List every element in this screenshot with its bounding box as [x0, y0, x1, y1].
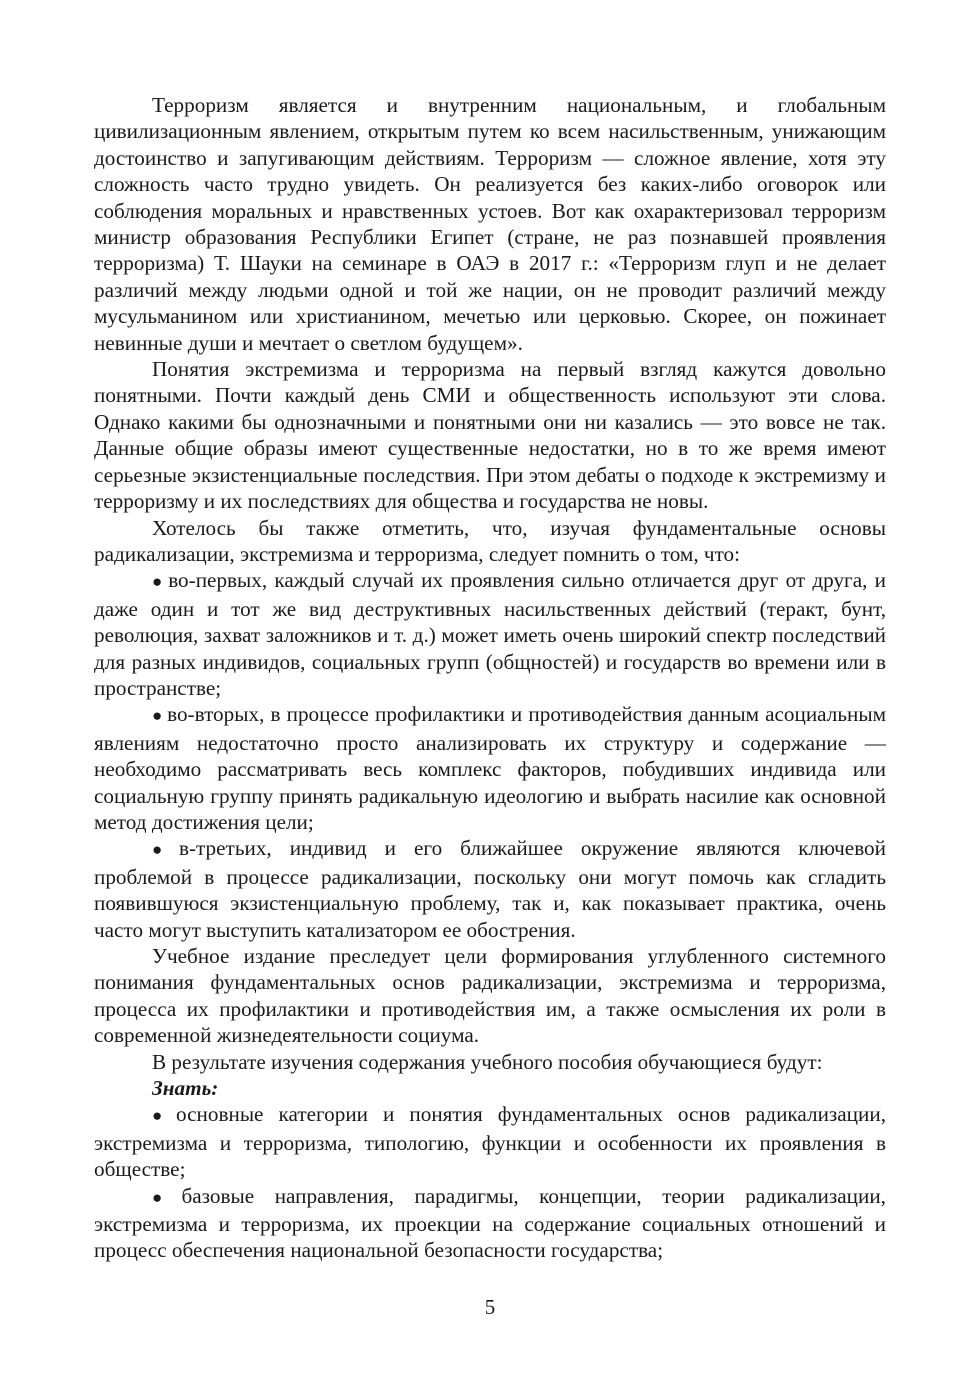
paragraph-extremism-concepts: Понятия экстремизма и терроризма на первый взгляд кажутся довольно понятными. Почти каждый день СМИ и общественность используют эти слова. Однако какими бы однозначными и понятными они ни казались — это вовсе не так. Данные общие образы имеют существенные недостатки, но в то же время имеют серьезные экзистенциальные последствия. При этом дебаты о подходе к экстремизму и терроризму и их последствиях для общества и государства не новы. — [94, 357, 886, 514]
list-item — [94, 567, 886, 701]
list-item-text: базовые направления, парадигмы, концепции, теории радикализации, экстремизма и терроризма, их проекции на содержание социальных отношений и процесс обеспечения национальной безопасности государства; — [94, 1183, 886, 1263]
list-item-text: во-вторых, в процессе профилактики и противодействия данным асоциальным явлениям недостаточно просто анализировать их структуру и содержание — необходимо рассматривать весь комплекс факторов, побудивших индивида или социальную группу принять радикальную идеологию и выбрать насилие как основной метод достижения цели; — [94, 702, 886, 834]
bullet-icon: ● — [152, 572, 165, 592]
list-item-text: в-третьих, индивид и его ближайшее окружение являются ключевой проблемой в процессе радикализации, поскольку они могут помочь как сгладить появившуюся экзистенциальную проблему, так и, как показывает практика, очень часто могут выступить катализатором ее обострения. — [94, 836, 886, 942]
list-item-text: во-первых, каждый случай их проявления сильно отличается друг от друга, и даже один и тот же вид деструктивных насильственных действий (теракт, бунт, революция, захват заложников и т. д.) может иметь очень широкий спектр последствий для разных индивидов, социальных групп (общностей) и государств во времени или в пространстве; — [94, 568, 886, 700]
list-item — [94, 835, 886, 943]
list-item — [94, 1183, 886, 1264]
paragraph-goal: Учебное издание преследует цели формирования углубленного системного понимания фундаментальных основ радикализации, экстремизма и терроризма, процесса их профилактики и противодействия им, а также осмысления их роли в современной жизнедеятельности социума. — [94, 944, 886, 1048]
bullet-icon: ● — [152, 1187, 178, 1207]
paragraph-remember: Хотелось бы также отметить, что, изучая фундаментальные основы радикализации, экстремизма и терроризма, следует помнить о том, что: — [94, 515, 886, 566]
paragraph-result: В результате изучения содержания учебного пособия обучающиеся будут: — [152, 1049, 823, 1074]
paragraph-terrorism-definition: Терроризм является и внутренним национальным, и глобальным цивилизационным явлением, открытым путем ко всем насильственным, унижающим достоинство и запугивающим действиям. Терроризм — сложное явление, хотя эту сложность часто трудно увидеть. Он реализуется без каких-либо оговорок или соблюдения моральных и нравственных устоев. Вот как охарактеризовал терроризм министр образования Республики Египет (стране, не раз познавшей проявления терроризма) Т. Шауки на семинаре в ОАЭ в 2017 г.: «Терроризм глуп и не делает различий между людьми одной и той же нации, он не проводит различий между мусульманином или христианином, мечетью или церковью. Скорее, он пожинает невинные души и мечтает о светлом будущем». — [94, 93, 886, 355]
document-body — [94, 92, 886, 1264]
page-number: 5 — [484, 1295, 496, 1319]
list-item — [94, 1101, 886, 1182]
list-item-text: основные категории и понятия фундаментальных основ радикализации, экстремизма и терроризма, типологию, функции и особенности их проявления в обществе; — [94, 1102, 886, 1182]
bullet-icon: ● — [152, 1106, 173, 1126]
bullet-icon: ● — [152, 706, 164, 726]
heading-know: Знать: — [152, 1076, 219, 1101]
bullet-icon: ● — [152, 840, 175, 860]
list-item — [94, 701, 886, 835]
